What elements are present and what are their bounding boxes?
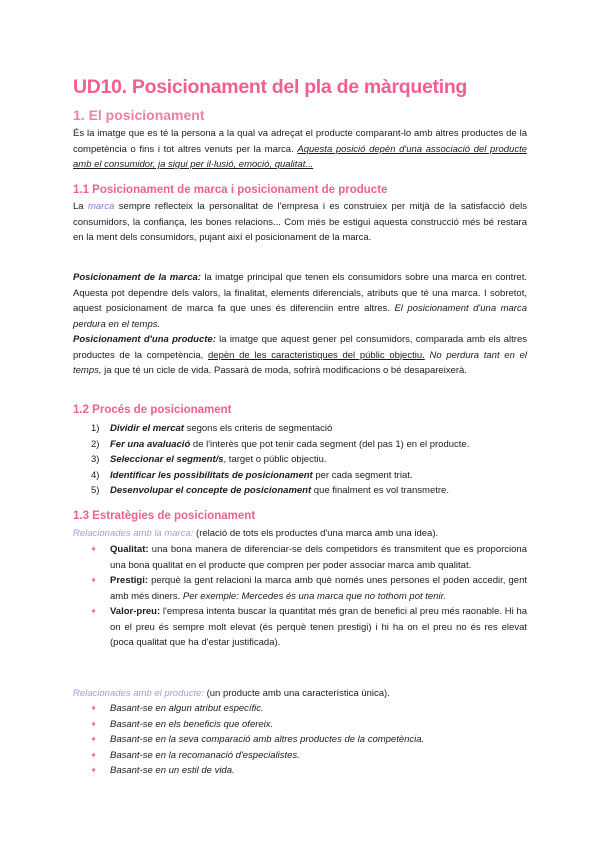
posicionament-marca-paragraph bbox=[73, 270, 527, 332]
producte-italic: No perdura tant en el temps, bbox=[73, 349, 527, 376]
process-step: 4) Identificar les possibilitats de posicionament per cada segment triat. bbox=[91, 469, 413, 481]
marca-text: la imatge principal que tenen els consumidors sobre una marca en contret. Aquesta pot dependre dels valors, la finalitat, elements diferencials, atributs que té una marca. I sobretot, aquest posicionament de marca fa que unes és diferenciin entre altres. bbox=[73, 272, 527, 314]
producte-end: ja que té un cicle de vida. Passarà de moda, sofrirà modificacions o bé desapareixerà. bbox=[104, 365, 467, 376]
intro-pre: La bbox=[73, 201, 84, 212]
process-step: 2) Fer una avaluació de l'interès que pot tenir cada segment (del pas 1) en el producte. bbox=[91, 438, 470, 450]
strategy-item: ✦ Prestigi: perquè la gent relacioni la marca amb què només unes persones el poden accedir, gent amb més diners. Per exemple: Mercedes és una marca que no tothom pot tenir. bbox=[90, 575, 527, 602]
intro-marca-word: marca bbox=[87, 201, 115, 212]
star-bullet-icon: ✦ bbox=[90, 749, 98, 760]
section-1-2-heading: 1.2 Procés de posicionament bbox=[73, 404, 232, 416]
section-1-paragraph bbox=[73, 126, 527, 173]
list-item: ✦ Basant-se en un estil de vida. bbox=[73, 763, 527, 779]
producte-label: Posicionament d'una producte: bbox=[73, 334, 216, 345]
process-steps-list bbox=[73, 421, 527, 499]
section-1-text: És la imatge que es té la persona a la qual va adreçat el producte comparant-lo amb altres productes de la competència o fins i tot altres venuts per la marca. bbox=[73, 128, 527, 155]
strategies-marca-label: Relacionades amb la marca: bbox=[73, 528, 194, 539]
process-step: 1) Dividir el mercat segons els criteris de segmentació bbox=[91, 423, 333, 434]
marca-label: Posicionament de la marca: bbox=[73, 272, 201, 283]
star-bullet-icon: ✦ bbox=[90, 734, 98, 744]
list-item: ✦ Basant-se en els beneficis que ofereix. bbox=[73, 717, 527, 733]
strategies-producte-note: (un producte amb una característica única). bbox=[206, 688, 390, 699]
strategies-marca-note: (relació de tots els productes d'una marca amb una idea). bbox=[196, 528, 439, 539]
section-1-1-heading: 1.1 Posicionament de marca i posicionament de producte bbox=[73, 184, 388, 196]
strategies-marca-label-line bbox=[73, 526, 527, 542]
marca-strategies-list bbox=[73, 542, 527, 651]
section-1-underlined: Aquesta posició depèn d'una associació del producte amb el consumidor, ja sigui per il·lusió, emoció, qualitat... bbox=[73, 143, 527, 170]
section-1-1-intro bbox=[73, 199, 527, 246]
producte-strategies-list bbox=[73, 701, 527, 779]
process-step: 5) Desenvolupar el concepte de posicionament que finalment es vol transmetre. bbox=[91, 485, 449, 496]
star-bullet-icon: ✦ bbox=[90, 718, 98, 729]
star-bullet-icon: ✦ bbox=[90, 765, 98, 775]
star-bullet-icon: ✦ bbox=[90, 544, 98, 554]
process-step: 3) Seleccionar el segment/s, target o públic objectiu. bbox=[91, 454, 327, 465]
list-item: ✦ Basant-se en algun atribut específic. bbox=[73, 701, 527, 717]
producte-underlined: depèn de les caracteristiques del públic objectiu. bbox=[208, 349, 425, 361]
list-item: ✦ Basant-se en la seva comparació amb altres productes de la competència. bbox=[73, 732, 527, 748]
strategies-producte-label: Relacionades amb el producte: bbox=[73, 688, 204, 699]
posicionament-producte-paragraph bbox=[73, 332, 527, 379]
strategy-item: ✦ Valor-preu: l'empresa intenta buscar la quantitat més gran de benefici al preu més raonable. Hi ha on el preu és sempre molt elevat (és perquè tenen prestigi) i hi ha on el preu no és res elevat (poca qualitat que ha d'estar justificada). bbox=[90, 606, 528, 648]
marca-italic: El posicionament d'una marca perdura en el temps. bbox=[73, 303, 527, 330]
star-bullet-icon: ✦ bbox=[90, 606, 98, 616]
section-1-3-heading: 1.3 Estratègies de posicionament bbox=[73, 510, 256, 522]
intro-post: sempre reflecteix la personalitat de l'empresa i es construiex per mitjà de la satisfacció dels consumidors, la confiança, les bones relacions... Com més be estigui aquesta construcció més bé restara en la ment dels consumidors, pujant així el posicionament de la marca. bbox=[73, 201, 528, 243]
strategy-item: ✦ Qualitat: una bona manera de diferenciar-se dels competidors és transmitent que es proporciona una bona qualitat en el producte que compren per poder associar marca amb qualitat. bbox=[90, 544, 527, 571]
star-bullet-icon: ✦ bbox=[90, 703, 98, 713]
producte-text: la imatge que aquest gener pel consumidors, comparada amb els altres productes de la competència, bbox=[73, 334, 528, 361]
star-bullet-icon: ✦ bbox=[90, 575, 98, 585]
strategies-producte-label-line bbox=[73, 686, 527, 702]
list-item: ✦ Basant-se en la recomanació d'especialistes. bbox=[73, 748, 527, 764]
section-1-heading: 1. El posicionament bbox=[73, 107, 205, 123]
document-title: UD10. Posicionament del pla de màrqueting bbox=[73, 76, 468, 98]
